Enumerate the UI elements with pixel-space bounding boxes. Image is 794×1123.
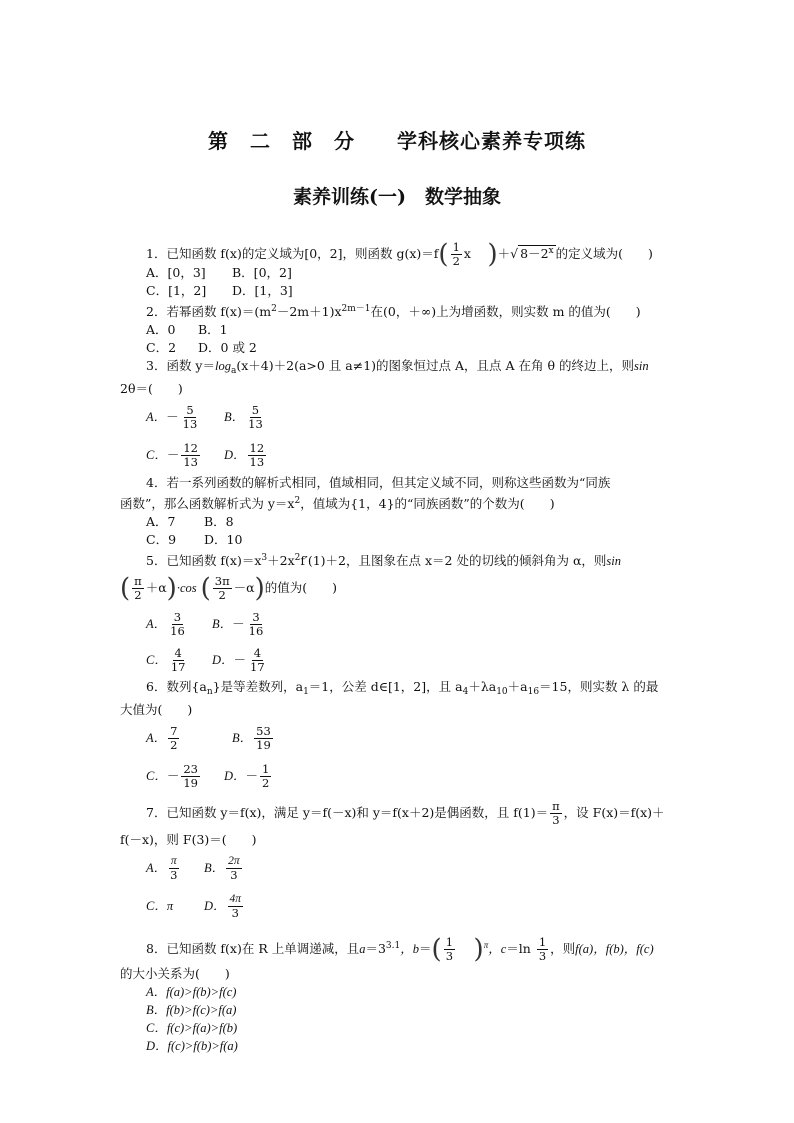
option-b: B． $\frac{5}{13}$ [224, 403, 263, 431]
question-5: 5．已知函数 $f(x)=x^3+2x^2f'(1)+2$，且图象在点 x＝2 处的切线的倾斜角为 α，则sin [146, 553, 621, 568]
option-c: C． $\frac{4}{17}$ [146, 646, 186, 674]
option-b: B． $\frac{2\pi}{3}$ [204, 855, 240, 882]
option-d: D．－ $\frac{4}{17}$ [212, 646, 265, 674]
question-4-cont: 函数”，那么函数解析式为 $y=x^2$，值域为{1，4}的“同族函数”的个数为( ) [120, 496, 555, 511]
question-2: 2．若幂函数 $f(x)=(m^2-2m+1)x^{2m-1}$在(0，＋∞)上为增函数，则实数 m 的值为( ) [146, 304, 641, 319]
options-row [120, 606, 680, 642]
question-8-cont: 的大小关系为( ) [120, 966, 230, 981]
options-row [120, 264, 680, 282]
option-a: A．[0，3] [146, 265, 206, 280]
option-b: B．8 [204, 514, 234, 529]
sqrt-radicand: $8-2^x$ [520, 246, 554, 261]
question-3: 3．函数 $y=\log_a(x+4)+2(a>0$ 且 a≠1)的图象恒过点 A，且点 A 在角 θ 的终边上，则sin [146, 358, 649, 376]
question-6: 6．数列$\{a_n\}$是等差数列，$a_1=1$，公差 d∈[1，2]，且 $a_4+\lambda a_{10}+a_{16}=15$，则实数 λ 的最 [146, 679, 659, 697]
option-a: A．0 [146, 322, 176, 337]
options-row [120, 321, 680, 339]
options-row [120, 849, 680, 887]
sqrt-symbol: √ [510, 246, 519, 261]
options-row [120, 282, 680, 300]
option-d: D． $\frac{4\pi}{3}$ [204, 893, 242, 920]
options-row [120, 642, 680, 678]
option-b: B．1 [198, 322, 228, 337]
option-a: A． $\frac{\pi}{3}$ [146, 855, 178, 882]
option-a: A． $\frac{7}{2}$ [146, 724, 178, 752]
options-row [120, 436, 680, 474]
options-row [120, 887, 680, 925]
options-row [120, 513, 680, 531]
option-a: A．7 [146, 514, 176, 529]
option-c: C．f(c)>f(a)>f(b) [146, 1021, 238, 1035]
fraction: $\frac{1}{2}$ [452, 240, 460, 268]
option-b: B．f(b)>f(c)>f(a) [146, 1003, 237, 1017]
option-c: C．－ $\frac{23}{19}$ [146, 762, 198, 790]
option-c: C．π [146, 899, 174, 913]
option-c: C．[1，2] [146, 283, 207, 298]
options-row [120, 757, 680, 795]
option-a: A．－ $\frac{5}{13}$ [146, 403, 198, 431]
option-c: C．2 [146, 340, 177, 355]
part-title: 第 二 部 分 学科核心素养专项练 [208, 129, 586, 153]
question-4: 4．若一系列函数的解析式相同，值域相同，但其定义域不同，则称这些函数为“同族 [146, 475, 611, 490]
option-b: B．－ $\frac{3}{16}$ [212, 610, 264, 638]
option-d: D．10 [204, 532, 243, 547]
option-a: A．f(a)>f(b)>f(c) [146, 985, 237, 999]
option-d: D．f(c)>f(b)>f(a) [146, 1039, 238, 1053]
option-c: C．9 [146, 532, 177, 547]
options-row [120, 719, 680, 757]
question-6-cont: 大值为( ) [120, 702, 193, 717]
section-title: 素养训练(一) 数学抽象 [293, 186, 501, 208]
question-8: 8．已知函数 f(x)在 R 上单调递减，且$a=3^{3.1}$，b＝( $\frac{1}{3}$ )$^\pi$，c＝ln $\frac{1}{3}$ ，则f(a)，f(b)，f(c) [146, 934, 654, 965]
question-list [120, 238, 680, 1055]
options-row [120, 339, 680, 357]
option-b: B． $\frac{53}{19}$ [232, 724, 271, 752]
question-7-cont: f(－x)，则 F(3)＝( ) [120, 832, 257, 847]
option-d: D．[1，3] [232, 283, 293, 298]
option-c: C．－ $\frac{12}{13}$ [146, 441, 198, 469]
question-3-cont: 2θ＝( ) [120, 381, 183, 396]
option-d: D．－ $\frac{1}{2}$ [224, 762, 270, 790]
option-b: B．[0，2] [232, 265, 292, 280]
option-d: D．0 或 2 [198, 340, 257, 355]
options-row [120, 531, 680, 549]
option-d: D． $\frac{12}{13}$ [224, 441, 265, 469]
question-7: 7．已知函数 y＝f(x)，满足 y＝f(－x)和 y＝f(x＋2)是偶函数，且 f(1)＝ $\frac{\pi}{3}$ ，设 F(x)＝f(x)＋ [146, 799, 665, 827]
question-1: 1．已知函数 f(x)的定义域为[0，2]，则函数 g(x)＝f( $\frac{1}{2}$ x )＋√ $8-2^x$ 的定义域为( ) [146, 239, 653, 270]
options-row [120, 398, 680, 436]
option-a: A． $\frac{3}{16}$ [146, 610, 185, 638]
question-5-cont: ( $\frac{\pi}{2}$ ＋α)·cos ( $\frac{3\pi}{2}$ －α)的值为( ) [120, 573, 338, 604]
